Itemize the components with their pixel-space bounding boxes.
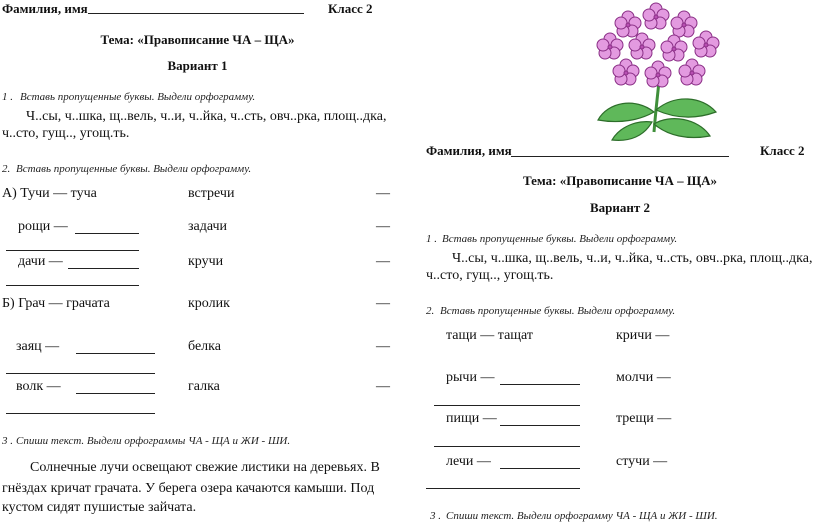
word-belka: белка	[188, 339, 221, 354]
word-vstrechi: встречи	[188, 186, 235, 201]
topic-title: Тема: «Правописание ЧА – ЩА»	[100, 32, 295, 47]
task1-number: 1 .	[2, 91, 13, 103]
answer-line	[6, 373, 155, 374]
topic-title: Тема: «Правописание ЧА – ЩА»	[522, 173, 718, 188]
name-line	[511, 156, 729, 157]
answer-line	[500, 384, 580, 385]
dash: —	[376, 186, 390, 201]
word-volk: волк —	[16, 379, 61, 394]
flower-illustration-icon	[590, 2, 740, 142]
name-label: Фамилия, имя	[426, 143, 512, 158]
task1-instruction: Вставь пропущенные буквы. Выдели орфограмму.	[20, 91, 256, 103]
variant-title: Вариант 2	[589, 200, 651, 215]
answer-line	[76, 393, 155, 394]
word-krichi: кричи —	[616, 328, 670, 343]
dash: —	[376, 379, 390, 394]
word-galka: галка	[188, 379, 220, 394]
task3-instruction: Спиши текст. Выдели орфограммы ЧА - ЩА и ЖИ - ШИ.	[16, 435, 291, 447]
word-molchi: молчи —	[616, 370, 671, 385]
task2-instruction: Вставь пропущенные буквы. Выдели орфограмму.	[440, 305, 676, 317]
word-zayats: заяц —	[16, 339, 60, 354]
answer-line	[68, 268, 139, 269]
word-treshchi: трещи —	[616, 411, 672, 426]
class-label: Класс 2	[328, 1, 373, 16]
task3-text-line2: гнёздах кричат грачата. У берега озера качаются камыши. Под	[2, 481, 375, 496]
task1-words-line2: ч..сто, гущ.., угощ.ть.	[2, 126, 130, 141]
answer-line	[75, 233, 139, 234]
word-dachi: дачи —	[18, 254, 63, 269]
variant-title: Вариант 1	[167, 58, 228, 73]
answer-line	[426, 488, 580, 489]
word-pishchi: пищи —	[446, 411, 497, 426]
name-label: Фамилия, имя	[2, 1, 88, 16]
task2-number: 2.	[426, 305, 435, 317]
answer-line	[434, 446, 580, 447]
dash: —	[376, 339, 390, 354]
word-rychi: рычи —	[446, 370, 495, 385]
word-krolik: кролик	[188, 296, 230, 311]
answer-line	[76, 353, 155, 354]
task3-text-line3: кустом сидят пушистые зайчата.	[2, 500, 197, 515]
task1-words-line1: Ч..сы, ч..шка, щ..вель, ч..и, ч..йка, ч..сть, овч..рка, площ..дка,	[452, 251, 813, 266]
task1-number: 1 .	[426, 233, 437, 245]
word-zadachi: задачи	[188, 219, 228, 234]
word-roshchi: рощи —	[18, 219, 68, 234]
task1-instruction: Вставь пропущенные буквы. Выдели орфограмму.	[442, 233, 678, 245]
answer-line	[6, 413, 155, 414]
dash: —	[376, 296, 390, 311]
task3-instruction: Спиши текст. Выдели орфограмму ЧА - ЩА и ЖИ - ШИ.	[446, 510, 718, 522]
section-a-label: А) Тучи — туча	[2, 186, 97, 201]
word-kruchi: кручи	[188, 254, 224, 269]
answer-line	[6, 250, 139, 251]
task3-text-line1: Солнечные лучи освещают свежие листики на деревьях. В	[30, 460, 380, 475]
word-tashchi: тащи — тащат	[446, 328, 534, 343]
section-b-label: Б) Грач — грачата	[2, 296, 110, 311]
task3-number: 3 .	[2, 435, 13, 447]
name-line	[88, 13, 304, 14]
task3-number: 3 .	[430, 510, 441, 522]
dash: —	[376, 219, 390, 234]
answer-line	[6, 285, 139, 286]
task2-instruction: Вставь пропущенные буквы. Выдели орфограмму.	[16, 163, 252, 175]
answer-line	[434, 405, 580, 406]
task1-words-line2: ч..сто, гущ.., угощ.ть.	[426, 268, 554, 283]
word-lechi: лечи —	[446, 454, 491, 469]
task2-number: 2.	[2, 163, 11, 175]
word-stuchi: стучи —	[616, 454, 668, 469]
task1-words-line1: Ч..сы, ч..шка, щ..вель, ч..и, ч..йка, ч..сть, овч..рка, площ..дка,	[26, 109, 387, 124]
answer-line	[500, 425, 580, 426]
class-label: Класс 2	[760, 143, 805, 158]
dash: —	[376, 254, 390, 269]
answer-line	[500, 468, 580, 469]
